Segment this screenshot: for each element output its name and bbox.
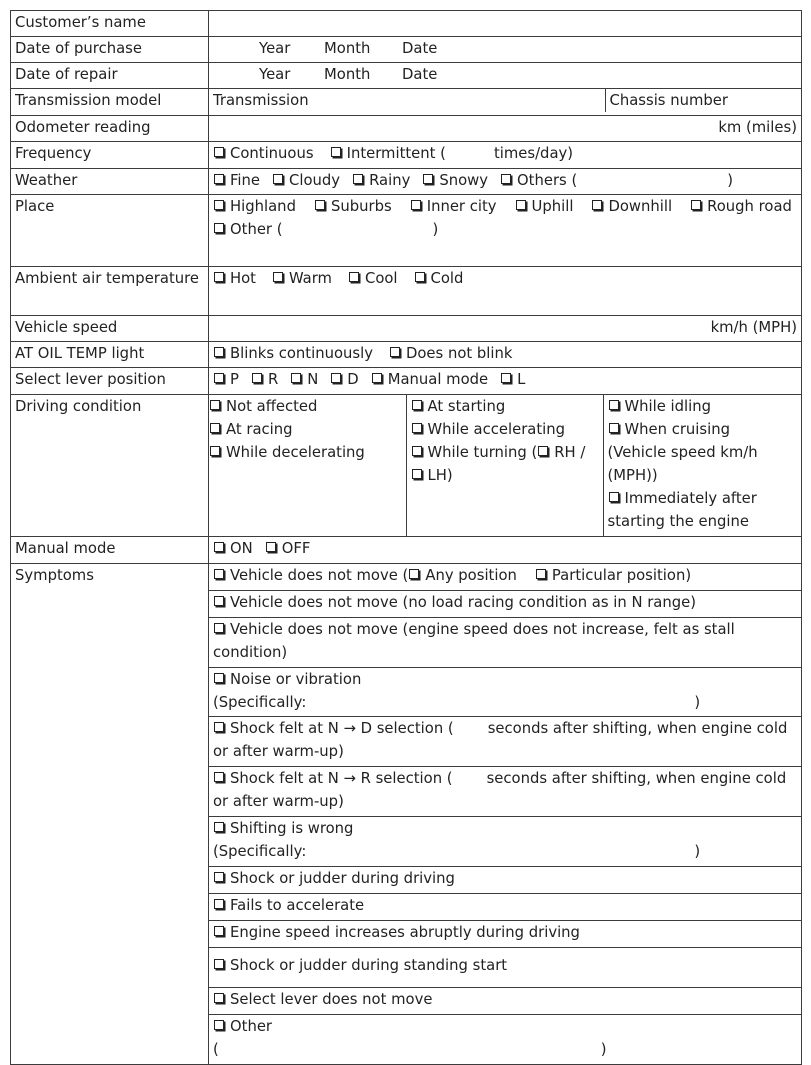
checkbox-symptom-8[interactable] (214, 872, 224, 882)
checkbox-lh[interactable] (412, 469, 422, 479)
field-chassis-number[interactable]: Chassis number (605, 89, 801, 112)
row-symptoms (11, 564, 802, 1065)
symptom-4-text: Noise or vibration (230, 671, 362, 688)
checkbox-manual-off[interactable] (266, 542, 276, 552)
checkbox-lever-n[interactable] (291, 373, 301, 383)
checkbox-does-not-blink[interactable] (390, 347, 400, 357)
checkbox-lever-p[interactable] (214, 373, 224, 383)
checkbox-symptom-6[interactable] (214, 772, 224, 782)
symptom-5-detail: seconds after shifting, when engine cold or after warm-up) (213, 720, 788, 760)
option-when-cruising: When cruising (624, 421, 730, 438)
checkbox-while-turning[interactable] (412, 446, 422, 456)
option-lh: LH) (427, 467, 453, 484)
label-oil-temp-light: AT OIL TEMP light (11, 342, 209, 368)
checkbox-cold[interactable] (415, 272, 425, 282)
checkbox-warm[interactable] (273, 272, 283, 282)
row-ambient-temperature (11, 267, 802, 316)
checkbox-intermittent[interactable] (331, 147, 341, 157)
row-place (11, 195, 802, 267)
vehicle-speed-unit: km/h (MPH) (710, 319, 797, 336)
label-weather: Weather (11, 169, 209, 195)
row-transmission-model (11, 89, 802, 116)
field-vehicle-speed[interactable] (209, 316, 802, 342)
repair-year: Year (259, 66, 291, 83)
label-customer-name: Customer’s name (11, 11, 209, 37)
checkbox-when-cruising[interactable] (609, 423, 619, 433)
label-transmission-model: Transmission model (11, 89, 209, 116)
checkbox-lever-manual[interactable] (372, 373, 382, 383)
checkbox-inner-city[interactable] (411, 200, 421, 210)
checkbox-lever-r[interactable] (252, 373, 262, 383)
option-cool: Cool (364, 270, 398, 287)
option-rh: RH / (554, 444, 586, 461)
checkbox-snowy[interactable] (423, 174, 433, 184)
symptom-10-text: Engine speed increases abruptly during driving (230, 924, 580, 941)
checkbox-symptom-5[interactable] (214, 722, 224, 732)
symptom-4 (209, 668, 801, 717)
symptom-11 (209, 948, 801, 988)
purchase-year: Year (259, 40, 291, 57)
option-rainy: Rainy (369, 172, 411, 189)
option-hot: Hot (230, 270, 256, 287)
option-downhill: Downhill (608, 198, 673, 215)
checkbox-while-accelerating[interactable] (412, 423, 422, 433)
option-intermittent: Intermittent ( (346, 145, 446, 162)
symptom-9 (209, 894, 801, 921)
checkbox-symptom-4[interactable] (214, 673, 224, 683)
checkbox-symptom-11[interactable] (214, 959, 224, 969)
customer-questionnaire-table (10, 10, 802, 1065)
label-manual-mode: Manual mode (11, 537, 209, 564)
option-blinks-continuously: Blinks continuously (230, 345, 373, 362)
row-odometer (11, 116, 802, 142)
option-lever-r: R (267, 371, 279, 388)
option-cloudy: Cloudy (289, 172, 341, 189)
checkbox-cool[interactable] (349, 272, 359, 282)
driving-col-2 (406, 395, 603, 536)
option-immediately-after-start: Immediately after starting the engine (607, 490, 757, 530)
row-date-of-repair (11, 63, 802, 89)
symptom-13-open: ( (213, 1041, 219, 1058)
row-select-lever (11, 368, 802, 395)
symptom-3 (209, 618, 801, 668)
option-uphill: Uphill (531, 198, 574, 215)
checkbox-immediately-after-start[interactable] (609, 492, 619, 502)
checkbox-symptom-9[interactable] (214, 899, 224, 909)
option-manual-on: ON (230, 540, 253, 557)
option-rough-road: Rough road (707, 198, 792, 215)
option-particular-position: Particular position) (551, 567, 692, 584)
symptom-7 (209, 817, 801, 867)
symptom-7-close: ) (694, 843, 701, 860)
field-date-of-purchase[interactable] (209, 37, 802, 63)
label-ambient-temperature: Ambient air temperature (11, 267, 209, 316)
option-while-decelerating: While decelerating (226, 444, 365, 461)
option-continuous: Continuous (230, 145, 314, 162)
symptom-13-close: ) (600, 1041, 607, 1058)
checkbox-symptom-2[interactable] (214, 596, 224, 606)
weather-suffix: ) (727, 172, 734, 189)
checkbox-any-position[interactable] (409, 569, 419, 579)
row-weather (11, 169, 802, 195)
checkbox-symptom-7[interactable] (214, 822, 224, 832)
option-warm: Warm (288, 270, 332, 287)
checkbox-hot[interactable] (214, 272, 224, 282)
driving-col-3 (603, 395, 801, 536)
row-customer-name (11, 11, 802, 37)
label-select-lever: Select lever position (11, 368, 209, 395)
symptom-7-text: Shifting is wrong (230, 820, 354, 837)
row-frequency (11, 142, 802, 169)
label-driving-condition: Driving condition (11, 395, 209, 537)
checkbox-suburbs[interactable] (315, 200, 325, 210)
option-does-not-blink: Does not blink (405, 345, 513, 362)
driving-col-1 (209, 395, 406, 536)
symptom-8 (209, 867, 801, 894)
place-other-close: ) (432, 221, 439, 238)
option-while-idling: While idling (624, 398, 712, 415)
label-vehicle-speed: Vehicle speed (11, 316, 209, 342)
option-lever-d: D (347, 371, 359, 388)
checkbox-fine[interactable] (214, 174, 224, 184)
checkbox-highland[interactable] (214, 200, 224, 210)
checkbox-rh[interactable] (538, 446, 548, 456)
checkbox-lever-l[interactable] (501, 373, 511, 383)
frequency-suffix: times/day) (493, 145, 574, 162)
option-snowy: Snowy (439, 172, 489, 189)
option-fine: Fine (230, 172, 261, 189)
option-cold: Cold (430, 270, 464, 287)
option-any-position: Any position (425, 567, 517, 584)
option-while-turning: While turning ( (427, 444, 538, 461)
option-place-other: Other ( (230, 221, 283, 238)
option-lever-p: P (230, 371, 239, 388)
checkbox-others[interactable] (501, 174, 511, 184)
option-suburbs: Suburbs (330, 198, 392, 215)
row-manual-mode (11, 537, 802, 564)
option-lever-n: N (307, 371, 319, 388)
checkbox-symptom-12[interactable] (214, 993, 224, 1003)
option-others: Others ( (517, 172, 578, 189)
symptom-6-text: Shock felt at N → R selection ( (230, 770, 453, 787)
checkbox-uphill[interactable] (516, 200, 526, 210)
symptom-1-text: Vehicle does not move ( (230, 567, 409, 584)
symptom-10 (209, 921, 801, 948)
checkbox-symptom-10[interactable] (214, 926, 224, 936)
row-date-of-purchase (11, 37, 802, 63)
field-odometer[interactable] (209, 116, 802, 142)
symptom-4-specifically: (Specifically: (213, 694, 307, 711)
option-lever-manual: Manual mode (387, 371, 489, 388)
field-customer-name[interactable] (209, 11, 802, 37)
symptom-5 (209, 717, 801, 767)
label-frequency: Frequency (11, 142, 209, 169)
symptom-5-text: Shock felt at N → D selection ( (230, 720, 454, 737)
repair-month: Month (324, 66, 371, 83)
odometer-unit: km (miles) (718, 119, 797, 136)
symptom-6 (209, 767, 801, 817)
label-date-of-repair: Date of repair (11, 63, 209, 89)
checkbox-not-affected[interactable] (210, 400, 220, 410)
option-inner-city: Inner city (426, 198, 497, 215)
symptom-13 (209, 1015, 801, 1064)
option-lever-l: L (517, 371, 526, 388)
field-transmission[interactable]: Transmission (213, 92, 309, 109)
checkbox-while-idling[interactable] (609, 400, 619, 410)
checkbox-continuous[interactable] (214, 147, 224, 157)
symptom-3-text: Vehicle does not move (engine speed does not increase, felt as stall condition) (213, 621, 735, 661)
option-not-affected: Not affected (226, 398, 318, 415)
checkbox-place-other[interactable] (214, 223, 224, 233)
symptom-4-close: ) (694, 694, 701, 711)
symptom-8-text: Shock or judder during driving (230, 870, 455, 887)
checkbox-rainy[interactable] (353, 174, 363, 184)
row-vehicle-speed (11, 316, 802, 342)
option-manual-off: OFF (281, 540, 311, 557)
label-symptoms: Symptoms (11, 564, 209, 1065)
symptom-7-specifically: (Specifically: (213, 843, 307, 860)
label-date-of-purchase: Date of purchase (11, 37, 209, 63)
purchase-month: Month (324, 40, 371, 57)
option-highland: Highland (230, 198, 296, 215)
checkbox-particular-position[interactable] (536, 569, 546, 579)
label-odometer: Odometer reading (11, 116, 209, 142)
symptom-13-text: Other (230, 1018, 273, 1035)
field-date-of-repair[interactable] (209, 63, 802, 89)
checkbox-at-starting[interactable] (412, 400, 422, 410)
checkbox-symptom-3[interactable] (214, 623, 224, 633)
symptom-2-text: Vehicle does not move (no load racing condition as in N range) (230, 594, 697, 611)
checkbox-rough-road[interactable] (691, 200, 701, 210)
checkbox-symptom-1[interactable] (214, 569, 224, 579)
row-driving-condition (11, 395, 802, 537)
symptom-12-text: Select lever does not move (230, 991, 433, 1008)
symptom-9-text: Fails to accelerate (230, 897, 365, 914)
checkbox-lever-d[interactable] (331, 373, 341, 383)
checkbox-cloudy[interactable] (273, 174, 283, 184)
label-place: Place (11, 195, 209, 267)
symptom-12 (209, 988, 801, 1015)
checkbox-symptom-13[interactable] (214, 1020, 224, 1030)
checkbox-at-racing[interactable] (210, 423, 220, 433)
repair-date: Date (402, 66, 438, 83)
symptom-11-text: Shock or judder during standing start (230, 957, 508, 974)
row-oil-temp-light (11, 342, 802, 368)
symptom-1 (209, 564, 801, 591)
cruising-speed-note: (Vehicle speed km/h (MPH)) (607, 444, 758, 484)
option-while-accelerating: While accelerating (427, 421, 566, 438)
option-at-racing: At racing (226, 421, 293, 438)
symptom-6-detail: seconds after shifting, when engine cold or after warm-up) (213, 770, 787, 810)
checkbox-blinks-continuously[interactable] (214, 347, 224, 357)
symptom-2 (209, 591, 801, 618)
checkbox-while-decelerating[interactable] (210, 446, 220, 456)
checkbox-downhill[interactable] (592, 200, 602, 210)
purchase-date: Date (402, 40, 438, 57)
checkbox-manual-on[interactable] (214, 542, 224, 552)
option-at-starting: At starting (427, 398, 506, 415)
